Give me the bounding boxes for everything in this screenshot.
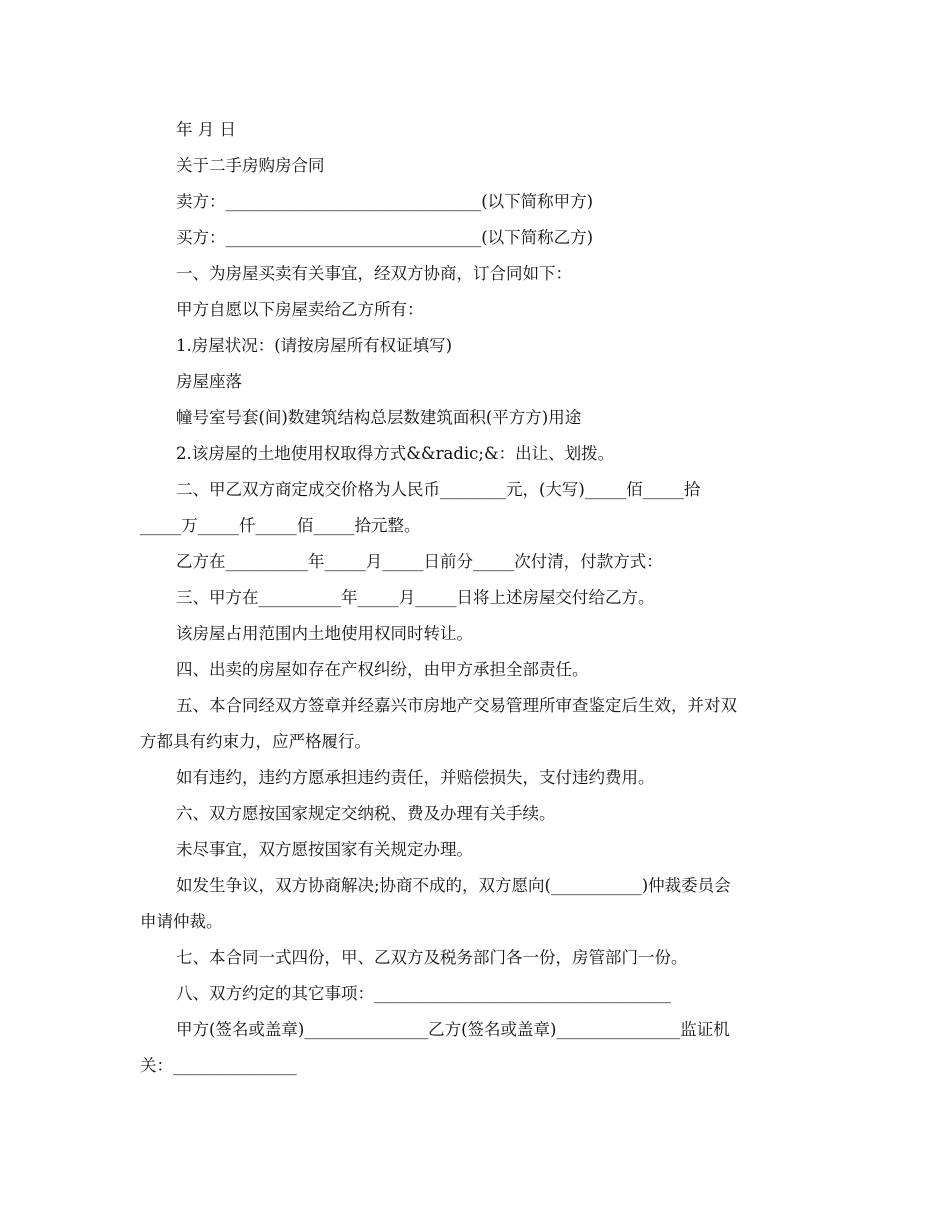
- contract-line: 该房屋占用范围内土地使用权同时转让。: [176, 624, 473, 643]
- contract-line: 方都具有约束力，应严格履行。: [140, 732, 371, 751]
- contract-line: 未尽事宜，双方愿按国家有关规定办理。: [176, 840, 473, 859]
- contract-line: 二、甲乙双方商定成交价格为人民币________元，(大写)_____佰_____拾: [176, 480, 701, 499]
- contract-line: 申请仲裁。: [140, 912, 223, 931]
- contract-line: 五、本合同经双方签章并经嘉兴市房地产交易管理所审查鉴定后生效，并对双: [176, 696, 737, 715]
- contract-line: 八、双方约定的其它事项：____________________________________: [176, 984, 671, 1003]
- contract-body: [140, 112, 812, 1084]
- contract-line: 幢号室号套(间)数建筑结构总层数建筑面积(平方方)用途: [176, 408, 582, 427]
- contract-line: 卖方：_______________________________(以下简称甲方): [176, 192, 594, 211]
- contract-line: 关于二手房购房合同: [176, 156, 325, 175]
- contract-line: 七、本合同一式四份，甲、乙双方及税务部门各一份，房管部门一份。: [176, 948, 688, 967]
- contract-line: 关：_______________: [140, 1056, 297, 1075]
- contract-line: 六、双方愿按国家规定交纳税、费及办理有关手续。: [176, 804, 556, 823]
- contract-line: 2.该房屋的土地使用权取得方式&&radic;&：出让、划拨。: [176, 444, 615, 463]
- contract-line: 甲方自愿以下房屋卖给乙方所有：: [176, 300, 424, 319]
- contract-line: _____万_____仟_____佰_____拾元整。: [140, 516, 421, 535]
- contract-line: 四、出卖的房屋如存在产权纠纷，由甲方承担全部责任。: [176, 660, 589, 679]
- contract-line: 一、为房屋买卖有关事宜，经双方协商，订合同如下：: [176, 264, 572, 283]
- contract-line: 1.房屋状况：(请按房屋所有权证填写): [176, 336, 453, 355]
- contract-line: 年 月 日: [176, 120, 236, 139]
- contract-line: 三、甲方在__________年_____月_____日将上述房屋交付给乙方。: [176, 588, 655, 607]
- contract-line: 如发生争议，双方协商解决;协商不成的，双方愿向(___________)仲裁委员会: [176, 876, 731, 895]
- contract-line: 乙方在__________年_____月_____日前分_____次付清，付款方式：: [176, 552, 663, 571]
- contract-line: 房屋座落: [176, 372, 242, 391]
- contract-line: 如有违约，违约方愿承担违约责任，并赔偿损失，支付违约费用。: [176, 768, 655, 787]
- contract-line: 甲方(签名或盖章)_______________乙方(签名或盖章)_______________监证机: [176, 1020, 730, 1039]
- contract-line: 买方：_______________________________(以下简称乙方): [176, 228, 594, 247]
